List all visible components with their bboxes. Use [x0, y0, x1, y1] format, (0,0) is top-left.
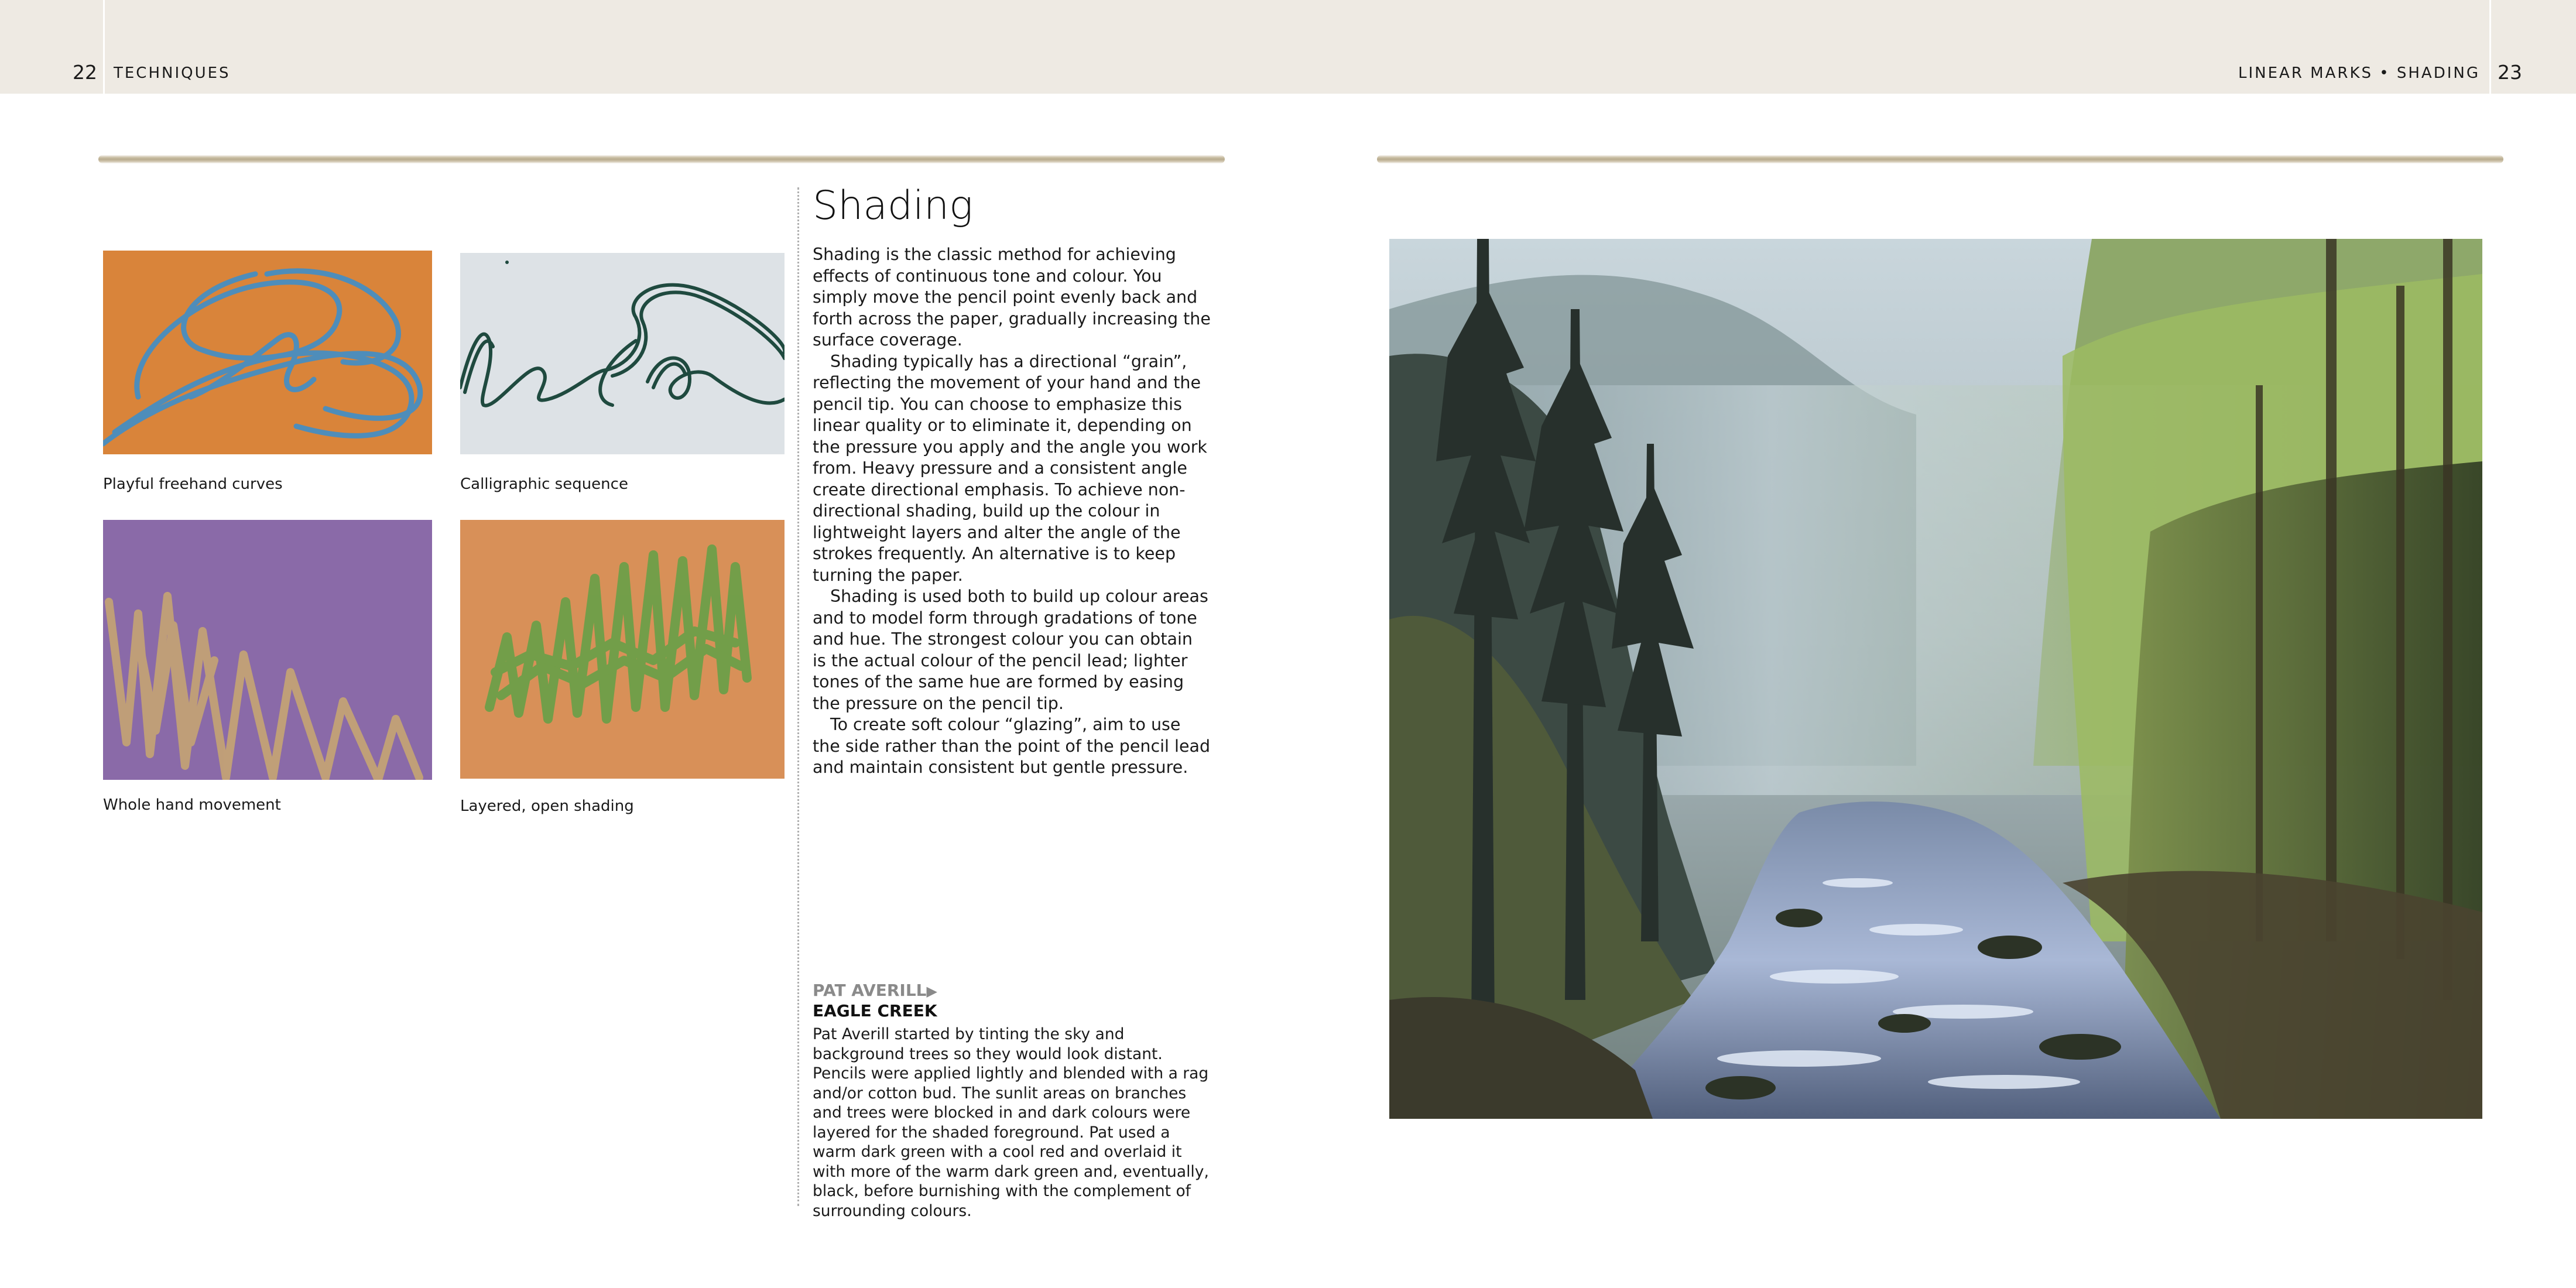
artwork-description: Pat Averill started by tinting the sky and background trees so they would look distant. Pencils were applied lightly and blended with a rag and/or cotton bud. The sunlit areas on branches and trees were blocked in and dark colours were layered for the shaded foreground. Pat used a warm dark green with a cool red and overlaid it with more of the warm dark green and, eventually, black, before burnishing with the complement of surrounding colours.: [813, 1025, 1209, 1220]
swatch-calligraphic-sequence: [460, 253, 785, 454]
swatch-caption: Calligraphic sequence: [460, 475, 628, 493]
swatch-whole-hand-movement: [103, 520, 432, 780]
swatch-caption: Playful freehand curves: [103, 475, 283, 493]
body-paragraph: To create soft colour “glazing”, aim to use the side rather than the point of the pencil lead and maintain consistent but gentle pressure.: [813, 715, 1211, 777]
pencil-stroke-rule-right: [1377, 155, 2503, 163]
pencil-stroke-rule-left: [98, 155, 1225, 163]
article-body: [813, 244, 1211, 779]
swatch-layered-open-shading: [460, 520, 785, 779]
left-running-head: TECHNIQUES: [114, 64, 231, 82]
page-title: Shading: [813, 183, 973, 229]
artwork-title: EAGLE CREEK: [813, 1001, 937, 1020]
right-page-number: 23: [2498, 61, 2522, 84]
triangle-right-icon: ▶: [926, 983, 937, 999]
artist-credit: [813, 981, 937, 1000]
header-band: [0, 0, 2576, 94]
artist-name: PAT AVERILL: [813, 981, 927, 1000]
header-rule-left: [103, 0, 105, 94]
eagle-creek-painting: [1389, 239, 2482, 1119]
column-divider: [797, 187, 799, 1206]
left-page-number: 22: [73, 61, 97, 84]
body-paragraph: Shading is used both to build up colour areas and to model form through gradations of tone and hue. The strongest colour you can obtain is the actual colour of the pencil lead; lighter tones of the same hue are formed by easing the pressure on the pencil tip.: [813, 587, 1208, 713]
header-rule-right: [2489, 0, 2491, 94]
body-paragraph: Shading is the classic method for achieving effects of continuous tone and colour. You simply move the pencil point evenly back and forth across the paper, gradually increasing the surface coverage.: [813, 245, 1211, 350]
right-running-head: LINEAR MARKS • SHADING: [2238, 64, 2480, 82]
body-paragraph: Shading typically has a directional “grain”, reflecting the movement of your hand and the pencil tip. You can choose to emphasize this linear quality or to eliminate it, depending on the pressure you apply and the angle you work from. Heavy pressure and a consistent angle create directional emphasis. To achieve non-directional shading, build up the colour in lightweight layers and alter the angle of the strokes frequently. An alternative is to keep turning the paper.: [813, 351, 1207, 585]
swatch-freehand-curves: [103, 251, 432, 454]
swatch-caption: Layered, open shading: [460, 797, 634, 815]
swatch-caption: Whole hand movement: [103, 796, 281, 814]
